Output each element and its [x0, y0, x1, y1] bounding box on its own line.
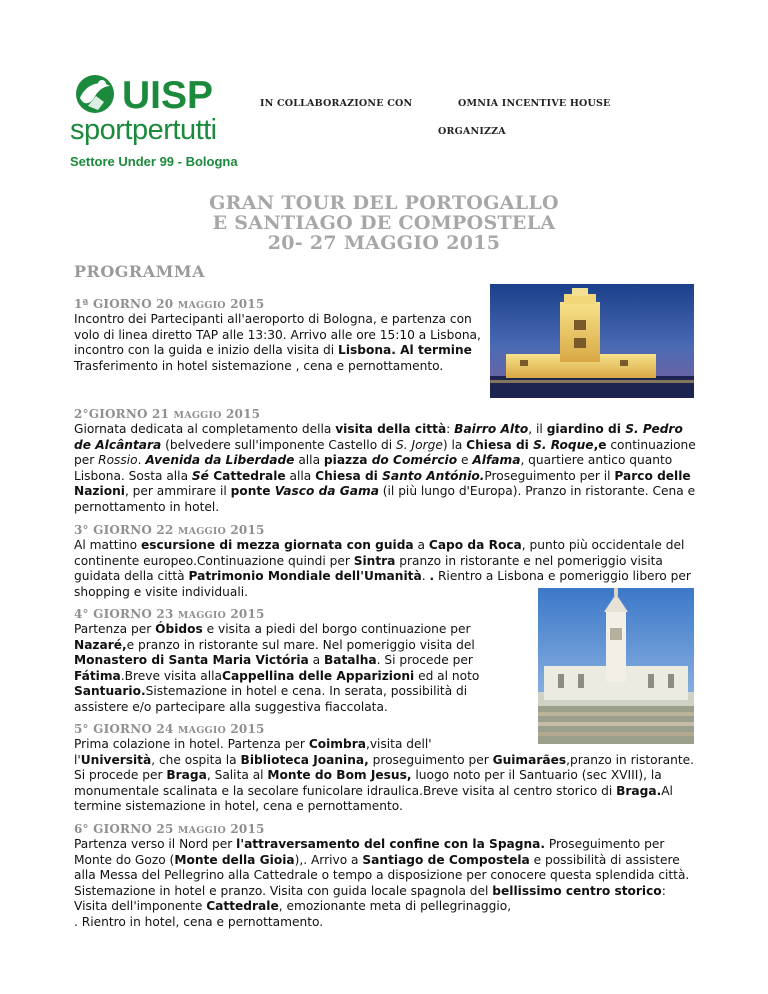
partner-label: OMNIA INCENTIVE HOUSE	[458, 98, 611, 109]
title-line-3: 20- 27 MAGGIO 2015	[267, 232, 501, 254]
collab-label: IN COLLABORAZIONE CON	[260, 98, 413, 109]
day-1-heading: 1ª GIORNO 20 MAGGIO 2015	[74, 297, 265, 311]
day-4-text: Partenza per Óbidos e visita a piedi del borgo continuazione per Nazaré,e pranzo in ristorante sul mare. Nel pomeriggio visita del Monastero di Santa Maria Victória a Batalha. Si procede per Fátima.Breve visita allaCappellina delle Apparizioni ed al noto Santuario.Sistemazione in hotel e cena. In serata, possibilità di assistere e/o partecipare alla suggestiva fiaccolata.	[74, 622, 480, 714]
fatima-sanctuary-photo	[538, 588, 694, 744]
uisp-logo	[70, 72, 255, 172]
organizza-label: ORGANIZZA	[438, 126, 506, 137]
day-4-heading: 4° GIORNO 23 MAGGIO 2015	[74, 607, 265, 621]
title-line-2: E SANTIAGO DE COMPOSTELA	[212, 212, 556, 234]
programma-heading: PROGRAMMA	[74, 262, 205, 281]
belem-tower-photo	[490, 284, 694, 398]
day-3-text: Al mattino escursione di mezza giornata con guida a Capo da Roca, punto più occidentale del continente europeo.Continuazione quindi per Sintra pranzo in ristorante e nel pomeriggio visita guidata della città Patrimonio Mondiale dell'Umanità. . Rientro a Lisbona e pomeriggio libero per shopping e visite individuali.	[74, 538, 691, 599]
day-6-text: Partenza verso il Nord per l'attraversamento del confine con la Spagna. Proseguimento per Monte do Gozo (Monte della Gioia),. Arrivo a Santiago de Compostela e possibilità di assistere alla Messa del Pellegrino alla Cattedrale o tempo a disposizione per conocere questa splendida città. Sistemazione in hotel e pranzo. Visita con guida locale spagnola del bellissimo centro storico: Visita dell'imponente Cattedrale, emozionante meta di pellegrinaggio, . Rientro in hotel, cena e pernottamento.	[74, 837, 690, 929]
day-2-text: Giornata dedicata al completamento della visita della città: Bairro Alto, il giardino di S. Pedro de Alcântara (belvedere sull'imponente Castello di S. Jorge) la Chiesa di S. Roque,e continuazione per Rossio. Avenida da Liberdade alla piazza do Comércio e Alfama, quartiere antico quanto Lisbona. Sosta alla Sé Cattedrale alla Chiesa di Santo António.Proseguimento per il Parco delle Nazioni, per ammirare il ponte Vasco da Gama (il più lungo d'Europa). Pranzo in ristorante. Cena e pernottamento in hotel.	[74, 422, 696, 514]
uisp-runner-icon	[70, 72, 120, 116]
logo-brand: UISP	[122, 74, 214, 117]
logo-sector: Settore Under 99 - Bologna	[70, 154, 238, 169]
day-3-heading: 3° GIORNO 22 MAGGIO 2015	[74, 523, 265, 537]
day-1-text: Incontro dei Partecipanti all'aeroporto di Bologna, e partenza con volo di linea diretto TAP alle 13:30. Arrivo alle ore 15:10 a Lisbona, incontro con la guida e inizio della visita di Lisbona. Al termine Trasferimento in hotel sistemazione , cena e pernottamento.	[74, 312, 481, 373]
day-2-heading: 2°GIORNO 21 MAGGIO 2015	[74, 407, 261, 421]
day-5-text: Prima colazione in hotel. Partenza per Coimbra,visita dell' l'Università, che ospita la Biblioteca Joanina, proseguimento per Guimarães,pranzo in ristorante. Si procede per Braga, Salita al Monte do Bom Jesus, luogo noto per il Santuario (sec XVIII), la monumentale scalinata e la secolare funicolare idraulica.Breve visita al centro storico di Braga.Al termine sistemazione in hotel, cena e pernottamento.	[74, 737, 694, 814]
logo-sub: sportpertutti	[70, 114, 217, 146]
day-6-heading: 6° GIORNO 25 MAGGIO 2015	[74, 822, 265, 836]
title-line-1: GRAN TOUR DEL PORTOGALLO	[209, 192, 559, 214]
day-5-heading: 5° GIORNO 24 MAGGIO 2015	[74, 722, 265, 736]
